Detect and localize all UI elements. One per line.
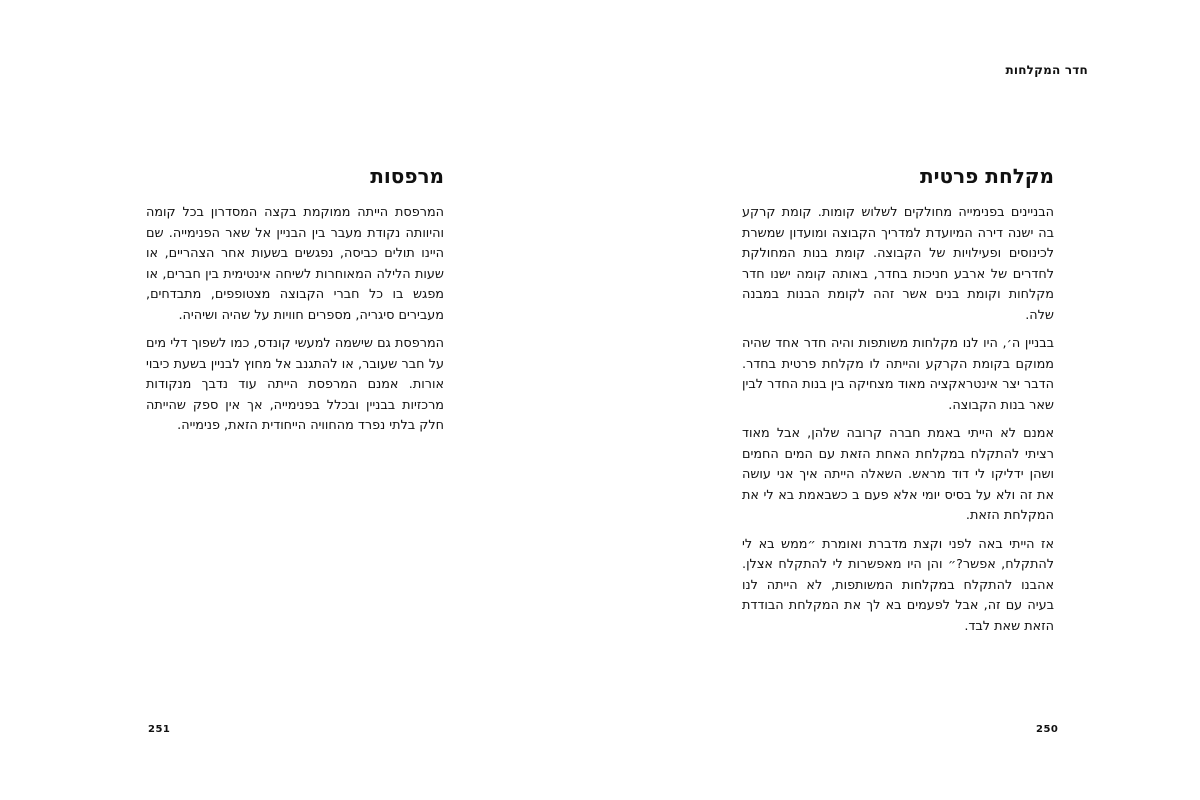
paragraph: אז הייתי באה לפני וקצת מדברת ואומרת ״ממש בא לי להתקלח, אפשר?״ והן היו מאפשרות לי להתקלח אצלן. אהבנו להתקלח במקלחות המשותפות, לא הייתה לנו בעיה עם זה, אבל לפעמים בא לך את המקלחת הבודדת הזאת שאת לבד. (742, 536, 1054, 634)
paragraph: המרפסת גם שישמה למעשי קונדס, כמו לשפוך דלי מים על חבר שעובר, או להתגנב אל מחוץ לבניין בשעת כיבוי אורות. אמנם המרפסת הייתה עוד נדבך מנקודות מרכזיות בבניין ובכלל בפנימייה, אך אין ספק שהייתה חלק בלתי נפרד מהחוויה הייחודית הזאת, פנימייה. (146, 336, 444, 433)
section-title-private-shower: מקלחת פרטית (920, 164, 1054, 188)
paragraph: המרפסת הייתה ממוקמת בקצה המסדרון בכל קומה והיוותה נקודת מעבר בין הבניין אל שאר הפנימייה. שם היינו תולים כביסה, נפגשים בשעות אחר הצהריים, או שעות הלילה המאוחרות לשיחה אינטימית בין חברים, או מפגש בו כל חברי הקבוצה מצטופפים, מתבדחים, מעבירים סיגריה, מספרים חוויות על שהיה ושיהיה. (146, 205, 444, 323)
right-page-content (742, 163, 1054, 645)
paragraph: אמנם לא הייתי באמת חברה קרובה שלהן, אבל מאוד רציתי להתקלח במקלחת האחת הזאת עם המים החמים ושהן ידליקו לי דוד מראש. השאלה הייתה איך אני עושה את זה ולא על בסיס יומי אלא פעם ב כשבאמת בא לי את המקלחת הזאת. (742, 426, 1054, 523)
paragraph: הבניינים בפנימייה מחולקים לשלוש קומות. קומת קרקע בה ישנה דירה המיועדת למדריך הקבוצה ומועדון שמשרת לכינוסים ופעילויות של הקבוצה. קומת בנות המחולקת לחדרים של ארבע חניכות בחדר, באותה קומה ישנו חדר מקלחות וקומת בנים אשר זהה לקומת הבנות במבנה שלה. (742, 205, 1054, 323)
page-number-left: 251 (148, 724, 171, 735)
running-header: חדר המקלחות (1005, 63, 1088, 77)
section-title-balconies: מרפסות (370, 164, 444, 188)
left-page-content (146, 163, 444, 445)
page-number-right: 250 (1036, 724, 1059, 735)
paragraph: בבניין ה׳, היו לנו מקלחות משותפות והיה חדר אחד שהיה ממוקם בקומת הקרקע והייתה לו מקלחת פרטית בחדר. הדבר יצר אינטראקציה מאוד מצחיקה בין בנות החדר לבין שאר בנות הקבוצה. (742, 336, 1054, 413)
